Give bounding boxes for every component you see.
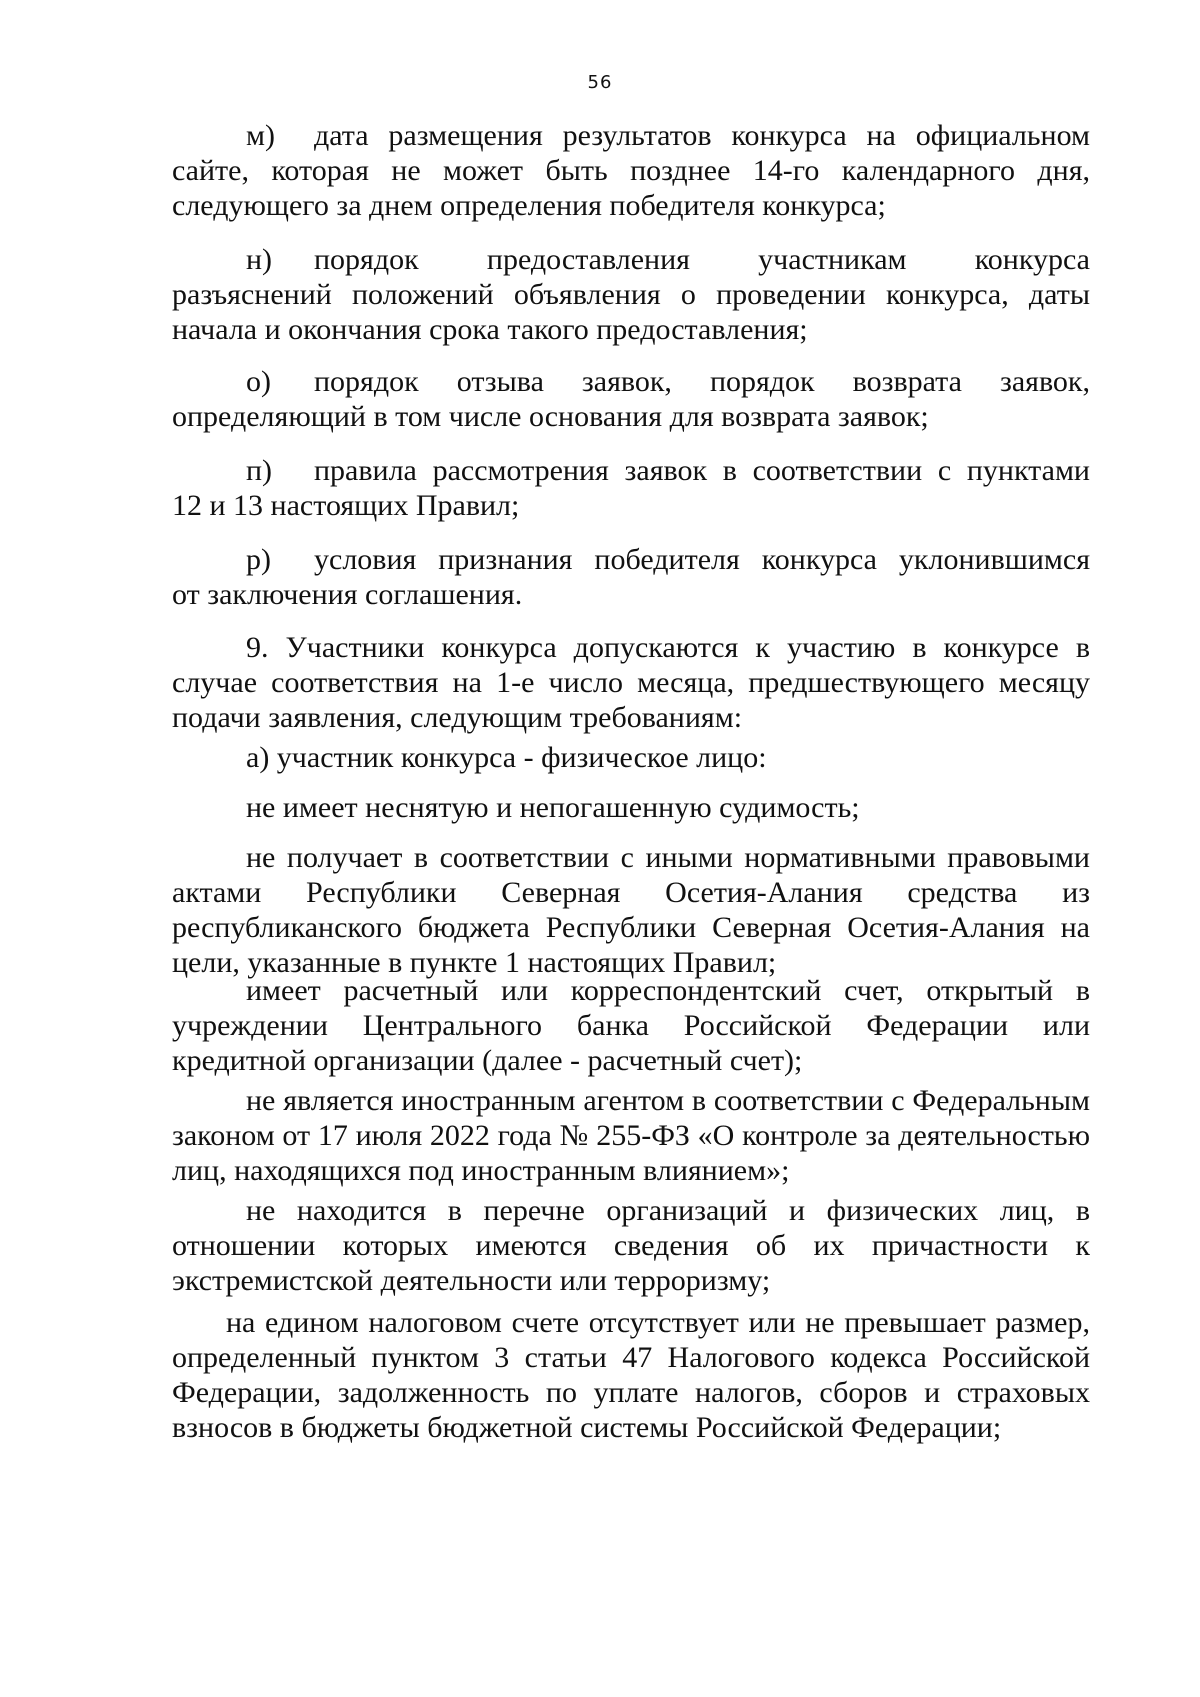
list-marker: р) <box>246 543 271 576</box>
list-item-r-continuation: от заключения соглашения. <box>172 578 523 611</box>
list-item-o <box>246 364 1090 399</box>
list-item-r <box>246 542 1090 577</box>
list-item-first-line: порядок предоставления участникам конкурса <box>314 243 1090 276</box>
list-item-first-line: порядок отзыва заявок, порядок возврата заявок, <box>314 365 1090 398</box>
subparagraph-a: а) участник конкурса - физическое лицо: <box>246 741 767 774</box>
requirement-no-funds: не получает в соответствии с иными нормативными правовыми актами Республики Северная Осетия-Алания средства из республиканского бюджета Республики Северная Осетия-Алания на цели, указанные в пункте 1 настоящих Правил; <box>172 841 1090 979</box>
requirement-account: имеет расчетный или корреспондентский счет, открытый в учреждении Центрального банка Российской Федерации или кредитной организации (далее - расчетный счет); <box>172 974 1090 1077</box>
list-marker: п) <box>246 454 273 487</box>
requirement-tax-debt: на едином налоговом счете отсутствует или не превышает размер, определенный пунктом 3 статьи 47 Налогового кодекса Российской Федерации, задолженность по уплате налогов, сборов и страховых взносов в бюджеты бюджетной системы Российской Федерации; <box>172 1306 1090 1444</box>
requirement-not-foreign-agent: не является иностранным агентом в соответствии с Федеральным законом от 17 июля 2022 года № 255-ФЗ «О контроле за деятельностью лиц, находящихся под иностранным влиянием»; <box>172 1084 1090 1187</box>
page-number: 56 <box>587 72 613 93</box>
list-item-m-continuation: сайте, которая не может быть позднее 14-го календарного дня, следующего за днем определения победителя конкурса; <box>172 154 1090 222</box>
list-item-first-line: дата размещения результатов конкурса на официальном <box>314 119 1090 152</box>
paragraph-9: 9. Участники конкурса допускаются к участию в конкурсе в случае соответствия на 1-е число месяца, предшествующего месяцу подачи заявления, следующим требованиям: <box>172 631 1090 734</box>
list-item-first-line: условия признания победителя конкурса уклонившимся <box>314 543 1090 576</box>
requirement-no-conviction: не имеет неснятую и непогашенную судимость; <box>246 791 860 824</box>
requirement-not-extremist: не находится в перечне организаций и физических лиц, в отношении которых имеются сведения об их причастности к экстремистской деятельности или терроризму; <box>172 1194 1090 1297</box>
list-item-n <box>246 242 1090 277</box>
list-item-p <box>246 453 1090 488</box>
list-marker: н) <box>246 243 273 276</box>
list-item-first-line: правила рассмотрения заявок в соответствии с пунктами <box>314 454 1090 487</box>
list-item-n-continuation: разъяснений положений объявления о проведении конкурса, даты начала и окончания срока такого предоставления; <box>172 278 1090 346</box>
list-item-o-continuation: определяющий в том числе основания для возврата заявок; <box>172 400 929 433</box>
list-marker: о) <box>246 365 271 398</box>
list-item-p-continuation: 12 и 13 настоящих Правил; <box>172 489 520 522</box>
list-item-m <box>246 118 1090 153</box>
list-marker: м) <box>246 119 275 152</box>
